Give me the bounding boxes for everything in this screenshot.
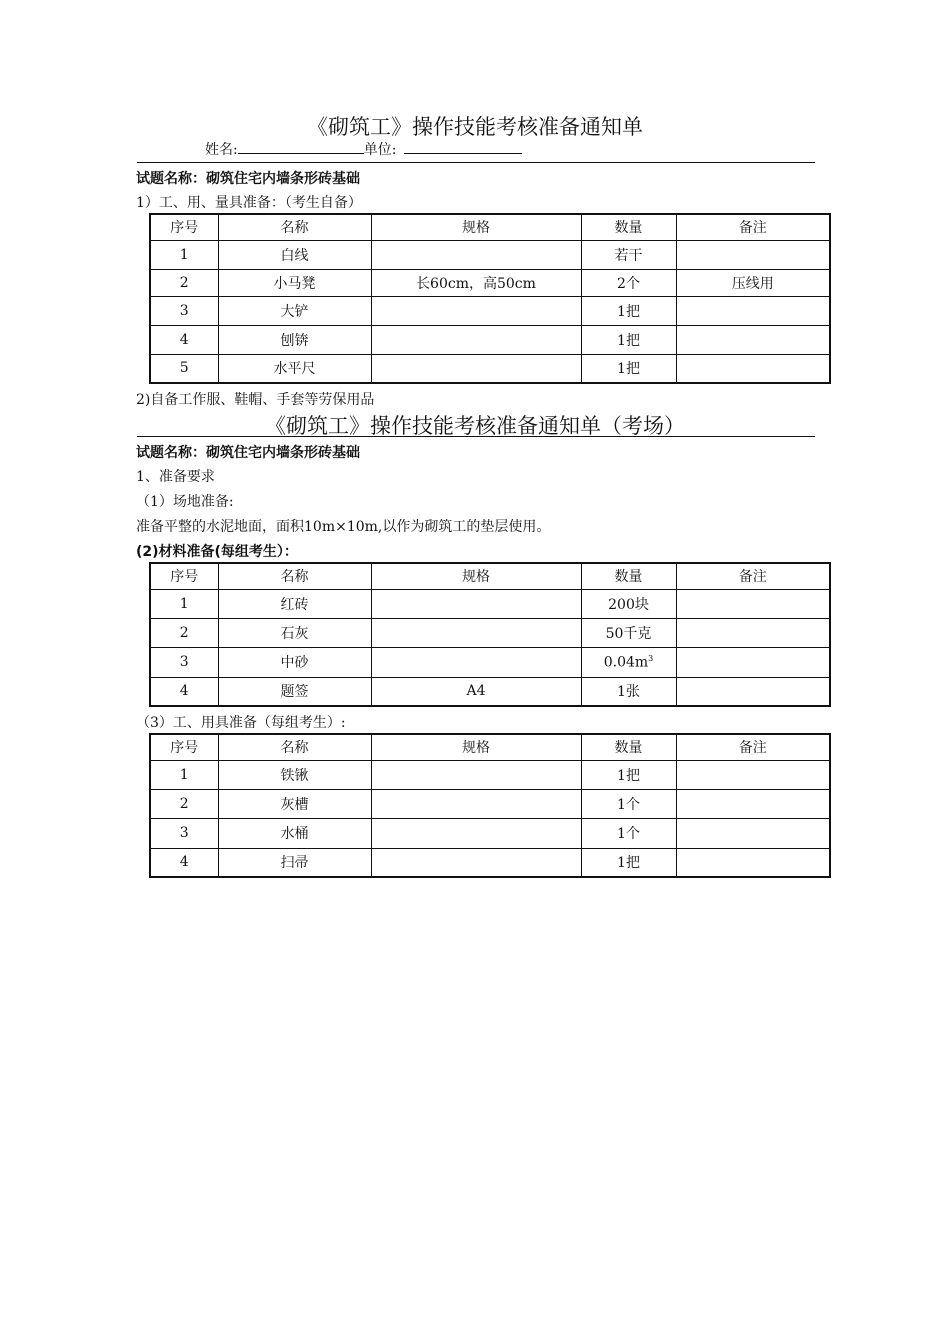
table-cell (371, 760, 581, 789)
table-cell: 水桶 (218, 818, 371, 848)
table-cell: 灰槽 (218, 789, 371, 818)
table-cell: 扫帚 (218, 848, 371, 877)
table-row (150, 618, 830, 647)
table-cell: 1把 (581, 760, 676, 789)
table-cell (676, 354, 830, 383)
column-header: 序号 (150, 214, 218, 240)
table-cell: 石灰 (218, 618, 371, 647)
table-cell: 200块 (581, 589, 676, 618)
ppe-note: 2)自备工作服、鞋帽、手套等劳保用品 (136, 392, 375, 408)
site-description: 准备平整的水泥地面，面积10m×10m,以作为砌筑工的垫层使用。 (136, 519, 551, 535)
table-cell (676, 618, 830, 647)
table-cell: 若干 (581, 240, 676, 269)
table-cell (676, 589, 830, 618)
table-cell: 50千克 (581, 618, 676, 647)
table-cell: 4 (150, 848, 218, 877)
table-cell (676, 789, 830, 818)
table-cell (676, 677, 830, 706)
unit-label: 单位: (363, 142, 397, 158)
table-cell: 4 (150, 325, 218, 354)
table-cell (676, 760, 830, 789)
table-cell: 1个 (581, 789, 676, 818)
table-cell: 1 (150, 589, 218, 618)
table-cell (371, 818, 581, 848)
divider (137, 436, 815, 437)
table-cell: 压线用 (676, 269, 830, 296)
tools-heading: 1）工、用、量具准备：（考生自备） (136, 195, 362, 211)
column-header: 备注 (676, 563, 830, 589)
table-cell (371, 325, 581, 354)
table-cell: 大铲 (218, 296, 371, 325)
table-cell: 1把 (581, 325, 676, 354)
table-row (150, 677, 830, 706)
unit-blank (404, 139, 522, 154)
table-cell (676, 848, 830, 877)
table-cell: 红砖 (218, 589, 371, 618)
table-cell: 3 (150, 647, 218, 677)
name-label: 姓名: (205, 142, 238, 158)
table-cell (371, 618, 581, 647)
table-cell (371, 848, 581, 877)
column-header: 数量 (581, 734, 676, 760)
column-header: 数量 (581, 214, 676, 240)
table-row (150, 240, 830, 269)
table-cell (676, 325, 830, 354)
column-header: 备注 (676, 214, 830, 240)
column-header: 规格 (371, 734, 581, 760)
table-cell (371, 296, 581, 325)
table-cell: 2个 (581, 269, 676, 296)
table-cell: 铁锹 (218, 760, 371, 789)
column-header: 序号 (150, 734, 218, 760)
table-cell (371, 240, 581, 269)
table-row (150, 354, 830, 383)
table-header-row (150, 734, 830, 760)
exam-site-notice-title: 《砌筑工》操作技能考核准备通知单（考场） (265, 414, 685, 438)
table-cell: 1张 (581, 677, 676, 706)
table-row (150, 269, 830, 296)
table-cell: 3 (150, 296, 218, 325)
table-cell: 5 (150, 354, 218, 383)
table-row (150, 589, 830, 618)
table-cell (371, 789, 581, 818)
table-row (150, 789, 830, 818)
table-cell: 1个 (581, 818, 676, 848)
table-cell: 白线 (218, 240, 371, 269)
table-row (150, 848, 830, 877)
table-cell: 3 (150, 818, 218, 848)
material-table (149, 562, 831, 707)
unit-superscript: 3 (648, 653, 654, 663)
table-cell: 1把 (581, 296, 676, 325)
table-cell: 中砂 (218, 647, 371, 677)
table-cell: 水平尺 (218, 354, 371, 383)
name-unit-line (205, 139, 522, 159)
tools-table (149, 213, 831, 384)
table-header-row (150, 214, 830, 240)
divider (137, 162, 815, 163)
column-header: 数量 (581, 563, 676, 589)
table-cell: 1把 (581, 354, 676, 383)
column-header: 名称 (218, 734, 371, 760)
requirements-heading: 1、准备要求 (136, 469, 215, 485)
table-cell: A4 (371, 677, 581, 706)
tool-table (149, 733, 831, 878)
table-cell: 刨锛 (218, 325, 371, 354)
table-row (150, 818, 830, 848)
name-blank (238, 139, 364, 154)
exam-title: 试题名称：砌筑住宅内墙条形砖基础 (136, 171, 360, 187)
table-row (150, 296, 830, 325)
material-heading: (2)材料准备(每组考生）： (136, 544, 298, 560)
table-cell: 题签 (218, 677, 371, 706)
exam-title: 试题名称：砌筑住宅内墙条形砖基础 (136, 445, 360, 461)
table-cell: 1 (150, 760, 218, 789)
column-header: 名称 (218, 214, 371, 240)
table-cell (371, 589, 581, 618)
table-header-row (150, 563, 830, 589)
table-cell: 长60cm，高50cm (371, 269, 581, 296)
table-cell (371, 647, 581, 677)
column-header: 序号 (150, 563, 218, 589)
notice-title: 《砌筑工》操作技能考核准备通知单 (307, 115, 643, 139)
table-cell (676, 296, 830, 325)
table-cell: 1 (150, 240, 218, 269)
table-cell: 2 (150, 789, 218, 818)
table-cell (371, 354, 581, 383)
table-cell: 2 (150, 618, 218, 647)
table-cell: 小马凳 (218, 269, 371, 296)
column-header: 备注 (676, 734, 830, 760)
table-cell: 4 (150, 677, 218, 706)
table-cell (676, 647, 830, 677)
column-header: 规格 (371, 214, 581, 240)
table-row (150, 647, 830, 677)
table-row (150, 325, 830, 354)
site-heading: （1）场地准备: (136, 494, 234, 510)
table-cell (676, 240, 830, 269)
tool-heading: （3）工、用具准备（每组考生）: (136, 715, 346, 731)
table-cell: 1把 (581, 848, 676, 877)
column-header: 规格 (371, 563, 581, 589)
table-cell (676, 818, 830, 848)
table-row (150, 760, 830, 789)
table-cell: $0.04m^3$ (581, 647, 676, 677)
table-cell: 2 (150, 269, 218, 296)
column-header: 名称 (218, 563, 371, 589)
